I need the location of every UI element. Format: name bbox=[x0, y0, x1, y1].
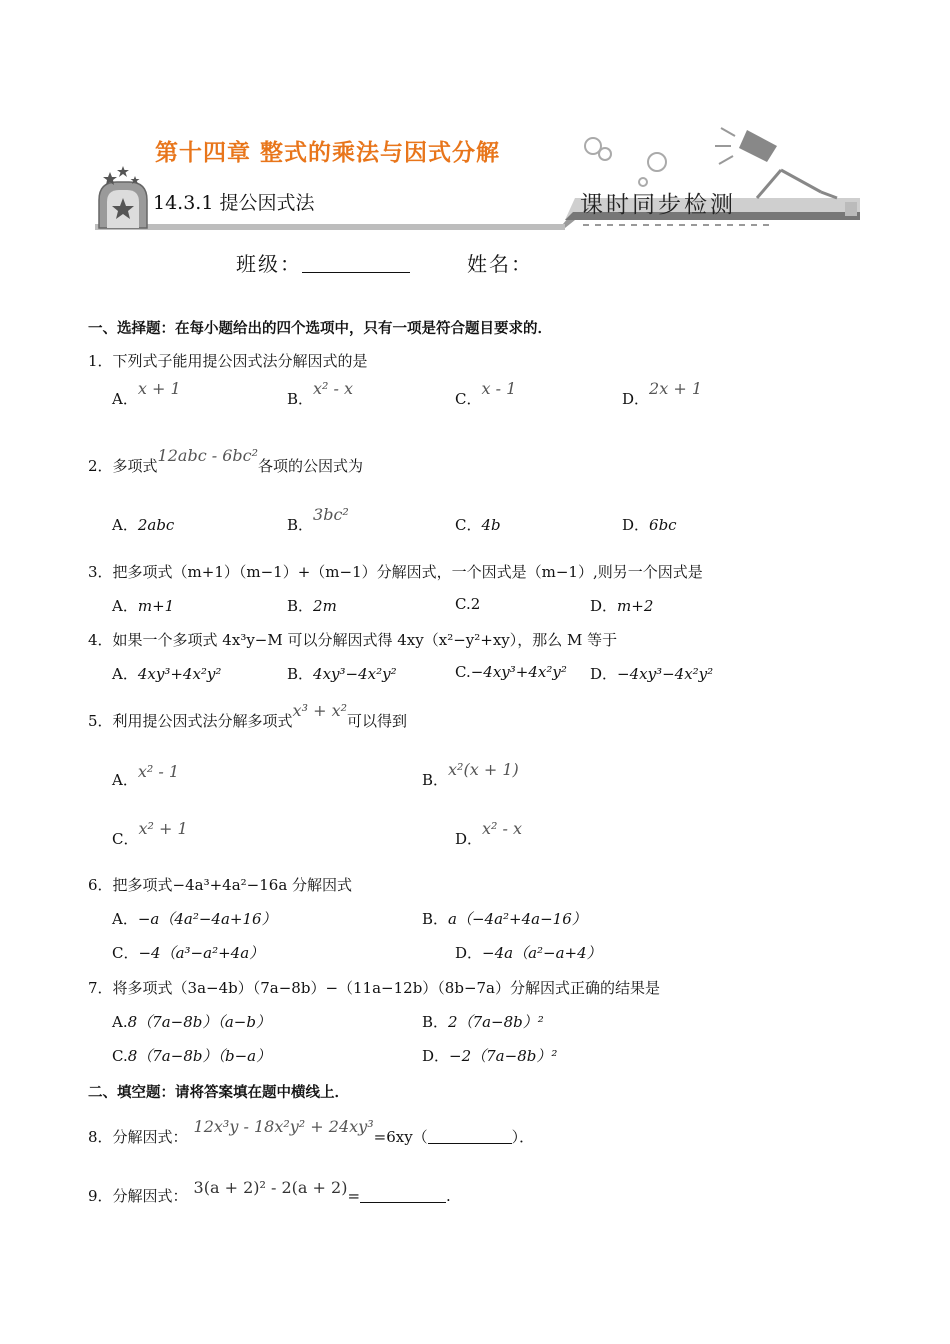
q2-option-b[interactable] bbox=[287, 505, 349, 535]
q8 bbox=[88, 1117, 535, 1147]
choice-section-heading: 一、选择题：在每小题给出的四个选项中，只有一项是符合题目要求的． bbox=[88, 321, 552, 337]
q9-after: = bbox=[347, 1187, 361, 1205]
q7-option-a[interactable] bbox=[112, 1011, 271, 1032]
q4-option-c[interactable] bbox=[455, 663, 567, 681]
q6-option-c[interactable] bbox=[112, 942, 264, 963]
q6-option-d[interactable] bbox=[455, 942, 602, 963]
q6-option-a-expr: −a（4a²−4a+16） bbox=[137, 910, 277, 928]
q6-option-d-expr: −4a（a²−a+4） bbox=[482, 944, 602, 962]
q7-option-c[interactable] bbox=[112, 1045, 271, 1066]
q6-option-a-label: A． bbox=[112, 910, 138, 928]
q6-option-b-expr: a（−4a²+4a−16） bbox=[448, 910, 587, 928]
q3-option-c-expr: 2 bbox=[470, 595, 481, 613]
class-field bbox=[236, 248, 410, 277]
class-label: 班级： bbox=[236, 252, 302, 276]
q4-option-a[interactable] bbox=[112, 663, 221, 684]
q5-option-c-label: C． bbox=[112, 830, 139, 848]
q2-stem-after: 各项的公因式为 bbox=[258, 457, 364, 475]
q8-close: ）． bbox=[511, 1128, 535, 1146]
q5-option-c-expr: x² + 1 bbox=[138, 819, 188, 838]
q7-option-b[interactable] bbox=[422, 1011, 544, 1032]
q6-option-b[interactable] bbox=[422, 908, 587, 929]
q3-option-c-label: C. bbox=[455, 595, 471, 613]
q1-option-b[interactable] bbox=[287, 379, 354, 409]
q2-stem bbox=[88, 446, 364, 476]
q6-option-a[interactable] bbox=[112, 908, 277, 929]
q8-expr: 12x³y - 18x²y² + 24xy³ bbox=[193, 1117, 374, 1136]
q2-option-d-expr: 6bc bbox=[649, 516, 677, 534]
q4-option-b-expr: 4xy³−4x²y² bbox=[313, 665, 397, 683]
q4-option-b[interactable] bbox=[287, 663, 397, 684]
q4-option-c-label: C. bbox=[455, 663, 471, 681]
q7-option-d-expr: −2（7a−8b）² bbox=[449, 1047, 558, 1065]
q1-option-c-label: C． bbox=[455, 390, 482, 408]
q7-option-b-expr: 2（7a−8b）² bbox=[448, 1013, 544, 1031]
q7-stem: 7．将多项式（3a−4b）（7a−8b）−（11a−12b）（8b−7a）分解因式正确的结果是 bbox=[88, 979, 661, 997]
q6-stem: 6．把多项式−4a³+4a²−16a 分解因式 bbox=[88, 876, 353, 894]
header-banner bbox=[95, 120, 860, 238]
q1-option-c[interactable] bbox=[455, 379, 517, 409]
q5-option-a-expr: x² - 1 bbox=[137, 762, 180, 781]
q5-option-b-expr: x²(x + 1) bbox=[448, 760, 519, 779]
q7-option-c-expr: 8（7a−8b）（b−a） bbox=[127, 1047, 272, 1065]
q3-option-a-expr: m+1 bbox=[137, 597, 175, 615]
q3-option-b-expr: 2m bbox=[313, 597, 337, 615]
q3-option-a[interactable] bbox=[112, 595, 174, 616]
q9-close: . bbox=[446, 1187, 451, 1205]
q6-option-c-label: C． bbox=[112, 944, 139, 962]
q1-option-d-expr: 2x + 1 bbox=[649, 379, 702, 398]
q3-stem: 3．把多项式（m+1）（m−1）+（m−1）分解因式，一个因式是（m−1）,则另一个因式是 bbox=[88, 563, 703, 581]
q4-option-d-expr: −4xy³−4x²y² bbox=[617, 665, 714, 683]
q2-stem-before: 2．多项式 bbox=[88, 457, 158, 475]
q2-option-c-label: C． bbox=[455, 516, 482, 534]
q7-option-a-expr: 8（7a−8b）（a−b） bbox=[127, 1013, 271, 1031]
q1-option-a-expr: x + 1 bbox=[137, 379, 181, 398]
name-field bbox=[467, 248, 533, 277]
q6-option-c-expr: −4（a³−a²+4a） bbox=[138, 944, 265, 962]
q1-option-d-label: D． bbox=[622, 390, 650, 408]
q3-option-b[interactable] bbox=[287, 595, 337, 616]
q4-stem: 4．如果一个多项式 4x³y−M 可以分解因式得 4xy（x²−y²+xy），那么 M 等于 bbox=[88, 631, 618, 649]
q1-option-d[interactable] bbox=[622, 379, 702, 409]
q3-option-d-expr: m+2 bbox=[617, 597, 654, 615]
q5-stem-before: 5．利用提公因式法分解多项式 bbox=[88, 712, 293, 730]
q7-option-d[interactable] bbox=[422, 1045, 557, 1066]
chapter-title: 第十四章 整式的乘法与因式分解 bbox=[155, 140, 501, 166]
q6-option-b-label: B． bbox=[422, 910, 449, 928]
q5-option-a-label: A． bbox=[112, 771, 138, 789]
q8-label: 8．分解因式： bbox=[88, 1128, 188, 1146]
q9-answer-blank[interactable] bbox=[360, 1187, 446, 1203]
q3-option-c[interactable] bbox=[455, 595, 480, 613]
q5-option-c[interactable] bbox=[112, 819, 188, 849]
q4-option-a-expr: 4xy³+4x²y² bbox=[137, 665, 222, 683]
section-title: 14.3.1 提公因式法 bbox=[153, 192, 315, 214]
q5-option-b[interactable] bbox=[422, 760, 519, 790]
q4-option-c-expr: −4xy³+4x²y² bbox=[470, 663, 567, 681]
q7-option-d-label: D． bbox=[422, 1047, 450, 1065]
q5-expr: x³ + x² bbox=[292, 701, 347, 720]
q2-option-b-label: B． bbox=[287, 516, 314, 534]
name-label: 姓名： bbox=[467, 252, 533, 276]
q1-option-a-label: A． bbox=[112, 390, 138, 408]
q3-option-d[interactable] bbox=[590, 595, 653, 616]
q9-label: 9．分解因式： bbox=[88, 1187, 188, 1205]
q2-option-d-label: D． bbox=[622, 516, 650, 534]
q2-option-c[interactable] bbox=[455, 514, 501, 535]
q6-option-d-label: D． bbox=[455, 944, 483, 962]
q3-option-b-label: B． bbox=[287, 597, 314, 615]
q2-option-b-expr: 3bc² bbox=[313, 505, 349, 524]
q7-option-a-label: A. bbox=[112, 1013, 128, 1031]
q9-expr: 3(a + 2)² - 2(a + 2) bbox=[193, 1178, 348, 1197]
q2-option-c-expr: 4b bbox=[481, 516, 501, 534]
q7-option-b-label: B． bbox=[422, 1013, 449, 1031]
q2-option-a[interactable] bbox=[112, 514, 174, 535]
brand-title: 课时同步检测 bbox=[580, 192, 736, 218]
q4-option-d[interactable] bbox=[590, 663, 713, 684]
q5-option-d-label: D． bbox=[455, 830, 483, 848]
q5-option-a[interactable] bbox=[112, 762, 180, 790]
class-blank[interactable] bbox=[302, 255, 410, 273]
q5-option-d[interactable] bbox=[455, 819, 523, 849]
q2-option-d[interactable] bbox=[622, 514, 677, 535]
q1-option-b-label: B． bbox=[287, 390, 314, 408]
q3-option-a-label: A． bbox=[112, 597, 138, 615]
q5-option-d-expr: x² - x bbox=[482, 819, 523, 838]
q3-option-d-label: D． bbox=[590, 597, 618, 615]
q2-option-a-expr: 2abc bbox=[137, 516, 175, 534]
fill-section-heading: 二、填空题：请将答案填在题中横线上． bbox=[88, 1085, 349, 1101]
q8-after: =6xy（ bbox=[373, 1128, 428, 1146]
q9 bbox=[88, 1178, 451, 1206]
q2-option-a-label: A． bbox=[112, 516, 138, 534]
q1-option-c-expr: x - 1 bbox=[481, 379, 517, 398]
q8-answer-blank[interactable] bbox=[428, 1128, 512, 1144]
q5-stem-after: 可以得到 bbox=[347, 712, 408, 730]
q1-option-b-expr: x² - x bbox=[313, 379, 354, 398]
q4-option-b-label: B． bbox=[287, 665, 314, 683]
q5-stem bbox=[88, 701, 408, 731]
q2-expr: 12abc - 6bc² bbox=[157, 446, 259, 465]
q5-option-b-label: B． bbox=[422, 771, 449, 789]
q1-stem: 1．下列式子能用提公因式法分解因式的是 bbox=[88, 352, 368, 370]
q7-option-c-label: C. bbox=[112, 1047, 128, 1065]
q4-option-d-label: D． bbox=[590, 665, 618, 683]
q4-option-a-label: A． bbox=[112, 665, 138, 683]
q1-option-a[interactable] bbox=[112, 379, 181, 409]
